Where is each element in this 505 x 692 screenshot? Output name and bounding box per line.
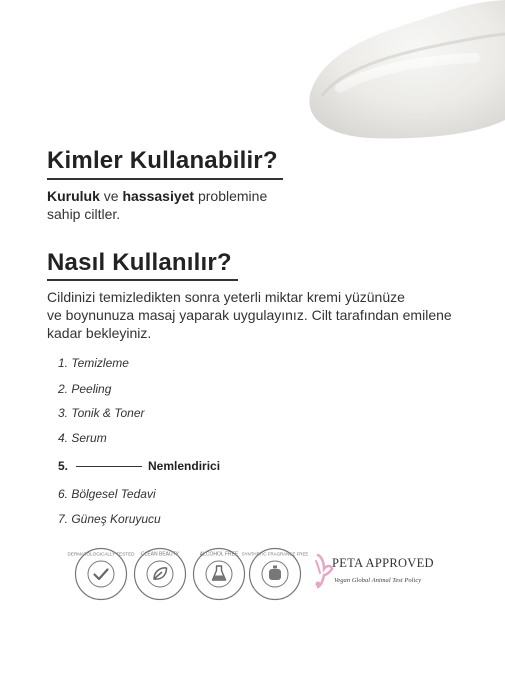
perfume-bottle-icon [273, 566, 277, 569]
step-number: 5. [58, 459, 69, 473]
badge-label: DERMATOLOGICALLY TESTED [67, 551, 135, 557]
step-connector-line [76, 466, 142, 467]
badge-label: ALCOHOL FREE [199, 551, 239, 558]
step-item: 3. Tonik & Toner [58, 406, 145, 420]
step-item: 2. Peeling [58, 382, 112, 396]
heading-underline [47, 178, 283, 180]
heading-underline [47, 279, 238, 281]
cream-swatch-image [300, 0, 505, 145]
dermatologically-tested-badge [67, 547, 135, 601]
peta-title: PETA APPROVED [332, 556, 434, 570]
bunny-icon [312, 551, 334, 591]
step-item: 7. Güneş Koruyucu [58, 512, 161, 526]
step-item: 4. Serum [58, 431, 107, 445]
badge-label: CLEAN BEAUTY [140, 551, 180, 558]
peta-subtitle: Vegan Global Animal Test Policy [334, 577, 422, 584]
synthetic-fragrance-free-badge [241, 547, 309, 601]
step-item-active [58, 459, 220, 473]
step-label: Nemlendirici [148, 459, 221, 473]
peta-approved-logo [312, 549, 442, 593]
checkmark-icon [95, 570, 108, 580]
section-text-how: Cildinizi temizledikten sonra yeterli miktar kremi yüzünüze ve boynunuza masaj yaparak uygulayınız. Cilt tarafından emilene kadar bekleyiniz. [47, 289, 452, 341]
section-heading-who: Kimler Kullanabilir? [47, 147, 278, 175]
clean-beauty-badge [133, 547, 187, 601]
badge-label: SYNTHETIC FRAGRANCE FREE [241, 551, 309, 557]
step-item: 6. Bölgesel Tedavi [58, 487, 156, 501]
alcohol-free-badge [192, 547, 246, 601]
step-item: 1. Temizleme [58, 356, 129, 370]
section-heading-how: Nasıl Kullanılır? [47, 249, 232, 277]
leaf-icon [154, 568, 167, 579]
section-text-who: Kuruluk ve hassasiyet problemine sahip ciltler. [47, 188, 268, 222]
